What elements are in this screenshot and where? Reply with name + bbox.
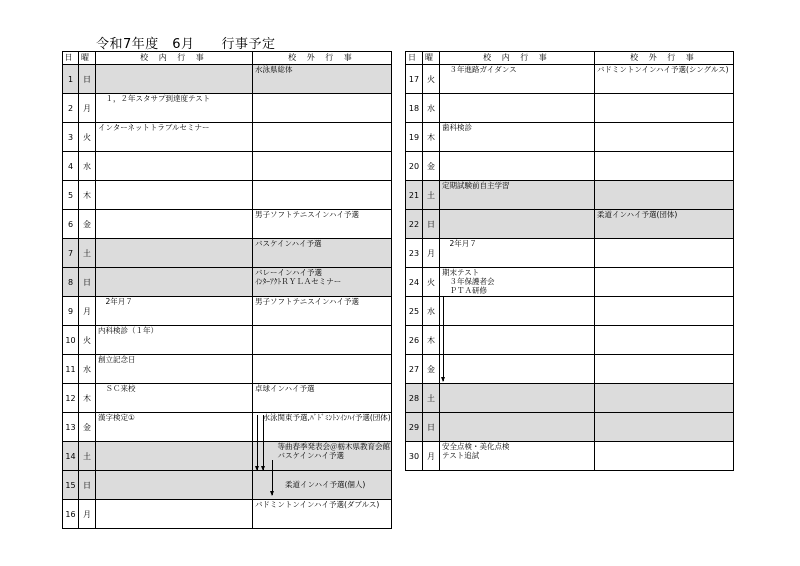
inside-event-cell: 期末テスト ３年保護者会 ＰＴＡ研修 (440, 268, 595, 297)
outside-event-cell: 卓球インハイ予選 (253, 384, 392, 413)
continuation-arrow (443, 296, 444, 381)
inside-event-cell: １，２年スタサプ到達度テスト (96, 94, 253, 123)
header-weekday: 曜 (423, 52, 440, 65)
weekday-cell: 金 (79, 210, 96, 239)
outside-event-cell (595, 355, 734, 384)
day-cell: 27 (406, 355, 423, 384)
table-row (63, 181, 392, 210)
table-row (63, 326, 392, 355)
table-row (406, 355, 734, 384)
inside-event-cell (440, 297, 595, 326)
inside-event-cell: 2年月７ (96, 297, 253, 326)
schedule-table-left (62, 51, 392, 529)
table-row (63, 239, 392, 268)
outside-event-cell (595, 268, 734, 297)
day-cell: 26 (406, 326, 423, 355)
inside-event-cell (96, 210, 253, 239)
weekday-cell: 土 (79, 442, 96, 471)
header-inside: 校 内 行 事 (96, 52, 253, 65)
day-cell: 13 (63, 413, 79, 442)
weekday-cell: 木 (79, 181, 96, 210)
header-outside: 校 外 行 事 (253, 52, 392, 65)
outside-event-cell (253, 123, 392, 152)
weekday-cell: 火 (79, 326, 96, 355)
outside-event-cell: 柔道インハイ予選(団体) (595, 210, 734, 239)
day-cell: 2 (63, 94, 79, 123)
inside-event-cell: 内科検診（１年） (96, 326, 253, 355)
table-row (63, 65, 392, 94)
inside-event-cell (440, 210, 595, 239)
weekday-cell: 火 (79, 123, 96, 152)
outside-event-cell: 男子ソフトテニスインハイ予選 (253, 210, 392, 239)
table-row (63, 471, 392, 500)
weekday-cell: 土 (423, 384, 440, 413)
table-row (406, 413, 734, 442)
day-cell: 30 (406, 442, 423, 471)
outside-event-cell: バスケインハイ予選 (253, 239, 392, 268)
table-row (63, 442, 392, 471)
day-cell: 20 (406, 152, 423, 181)
day-cell: 22 (406, 210, 423, 239)
outside-event-cell (253, 94, 392, 123)
day-cell: 1 (63, 65, 79, 94)
weekday-cell: 水 (423, 297, 440, 326)
weekday-cell: 日 (423, 413, 440, 442)
weekday-cell: 木 (423, 123, 440, 152)
weekday-cell: 月 (79, 500, 96, 529)
table-row (406, 442, 734, 471)
header-day: 日 (63, 52, 79, 65)
inside-event-cell: 漢字検定① (96, 413, 253, 442)
weekday-cell: 月 (79, 297, 96, 326)
weekday-cell: 土 (423, 181, 440, 210)
weekday-cell: 金 (423, 355, 440, 384)
page-title: 令和7年度 6月 行事予定 (96, 37, 276, 52)
day-cell: 29 (406, 413, 423, 442)
outside-event-cell (253, 152, 392, 181)
table-row (406, 268, 734, 297)
weekday-cell: 土 (79, 239, 96, 268)
table-row (63, 384, 392, 413)
inside-event-cell (440, 326, 595, 355)
inside-event-cell: 歯科検診 (440, 123, 595, 152)
weekday-cell: 火 (423, 268, 440, 297)
day-cell: 11 (63, 355, 79, 384)
inside-event-cell: 2年月７ (440, 239, 595, 268)
table-row (406, 181, 734, 210)
outside-event-cell (253, 355, 392, 384)
day-cell: 16 (63, 500, 79, 529)
outside-event-cell: 等曲春季発表会＠栃木県教育会館 バスケインハイ予選 (253, 442, 392, 471)
day-cell: 7 (63, 239, 79, 268)
inside-event-cell: 安全点検・美化点検 テスト追試 (440, 442, 595, 471)
outside-event-cell (595, 326, 734, 355)
outside-event-cell (595, 152, 734, 181)
table-row (406, 123, 734, 152)
inside-event-cell (440, 152, 595, 181)
table-row (63, 355, 392, 384)
day-cell: 14 (63, 442, 79, 471)
outside-event-cell: バドミントンインハイ予選(ダブルス) (253, 500, 392, 529)
inside-event-cell (96, 500, 253, 529)
table-row (406, 65, 734, 94)
outside-event-cell: 水泳関東予選,ﾊﾞﾄﾞﾐﾝﾄﾝｲﾝﾊｲ予選(団体) (253, 413, 392, 442)
outside-event-cell: バレーインハイ予選 ｲﾝﾀｰｱｸﾄＲＹＬＡセミナー (253, 268, 392, 297)
header-inside: 校 内 行 事 (440, 52, 595, 65)
table-row (406, 297, 734, 326)
outside-event-cell (253, 181, 392, 210)
weekday-cell: 日 (79, 65, 96, 94)
outside-event-cell (595, 442, 734, 471)
day-cell: 24 (406, 268, 423, 297)
outside-event-cell (595, 297, 734, 326)
inside-event-cell (440, 384, 595, 413)
inside-event-cell (96, 442, 253, 471)
table-row (406, 326, 734, 355)
weekday-cell: 水 (423, 94, 440, 123)
inside-event-cell (96, 65, 253, 94)
day-cell: 28 (406, 384, 423, 413)
outside-event-cell (595, 123, 734, 152)
weekday-cell: 日 (79, 471, 96, 500)
inside-event-cell (96, 152, 253, 181)
day-cell: 5 (63, 181, 79, 210)
day-cell: 8 (63, 268, 79, 297)
day-cell: 23 (406, 239, 423, 268)
table-row (63, 210, 392, 239)
weekday-cell: 月 (79, 94, 96, 123)
weekday-cell: 日 (423, 210, 440, 239)
day-cell: 3 (63, 123, 79, 152)
outside-event-cell (253, 326, 392, 355)
table-row (406, 239, 734, 268)
table-row (406, 152, 734, 181)
inside-event-cell (96, 471, 253, 500)
table-row (406, 384, 734, 413)
weekday-cell: 水 (79, 152, 96, 181)
day-cell: 9 (63, 297, 79, 326)
day-cell: 21 (406, 181, 423, 210)
day-cell: 12 (63, 384, 79, 413)
weekday-cell: 金 (79, 413, 96, 442)
weekday-cell: 月 (423, 442, 440, 471)
weekday-cell: 月 (423, 239, 440, 268)
outside-event-cell: 男子ソフトテニスインハイ予選 (253, 297, 392, 326)
outside-event-cell (595, 384, 734, 413)
schedule-table-right (405, 51, 734, 471)
table-row (406, 210, 734, 239)
inside-event-cell: ３年進路ガイダンス (440, 65, 595, 94)
inside-event-cell (96, 268, 253, 297)
weekday-cell: 木 (79, 384, 96, 413)
outside-event-cell (595, 94, 734, 123)
outside-event-cell: バドミントンインハイ予選(シングルス) (595, 65, 734, 94)
weekday-cell: 水 (79, 355, 96, 384)
table-row (406, 94, 734, 123)
outside-event-cell (595, 239, 734, 268)
weekday-cell: 金 (423, 152, 440, 181)
inside-event-cell (96, 181, 253, 210)
day-cell: 19 (406, 123, 423, 152)
day-cell: 10 (63, 326, 79, 355)
outside-event-cell: 柔道インハイ予選(個人) (253, 471, 392, 500)
outside-event-cell (595, 181, 734, 210)
outside-event-cell (595, 413, 734, 442)
header-weekday: 曜 (79, 52, 96, 65)
inside-event-cell (440, 94, 595, 123)
weekday-cell: 木 (423, 326, 440, 355)
day-cell: 4 (63, 152, 79, 181)
day-cell: 15 (63, 471, 79, 500)
day-cell: 25 (406, 297, 423, 326)
header-day: 日 (406, 52, 423, 65)
inside-event-cell: 定期試験前自主学習 (440, 181, 595, 210)
header-outside: 校 外 行 事 (595, 52, 734, 65)
weekday-cell: 火 (423, 65, 440, 94)
table-row (63, 297, 392, 326)
continuation-arrow (272, 460, 273, 495)
inside-event-cell: 創立記念日 (96, 355, 253, 384)
table-row (63, 152, 392, 181)
day-cell: 6 (63, 210, 79, 239)
continuation-arrow (257, 415, 258, 470)
table-row (63, 268, 392, 297)
inside-event-cell: インターネットトラブルセミナー (96, 123, 253, 152)
day-cell: 17 (406, 65, 423, 94)
table-row (63, 123, 392, 152)
outside-event-cell: 水泳県総体 (253, 65, 392, 94)
inside-event-cell (440, 355, 595, 384)
weekday-cell: 日 (79, 268, 96, 297)
inside-event-cell: ＳＣ来校 (96, 384, 253, 413)
table-row (63, 500, 392, 529)
inside-event-cell (96, 239, 253, 268)
continuation-arrow (263, 415, 264, 470)
table-row (63, 413, 392, 442)
inside-event-cell (440, 413, 595, 442)
day-cell: 18 (406, 94, 423, 123)
table-row (63, 94, 392, 123)
